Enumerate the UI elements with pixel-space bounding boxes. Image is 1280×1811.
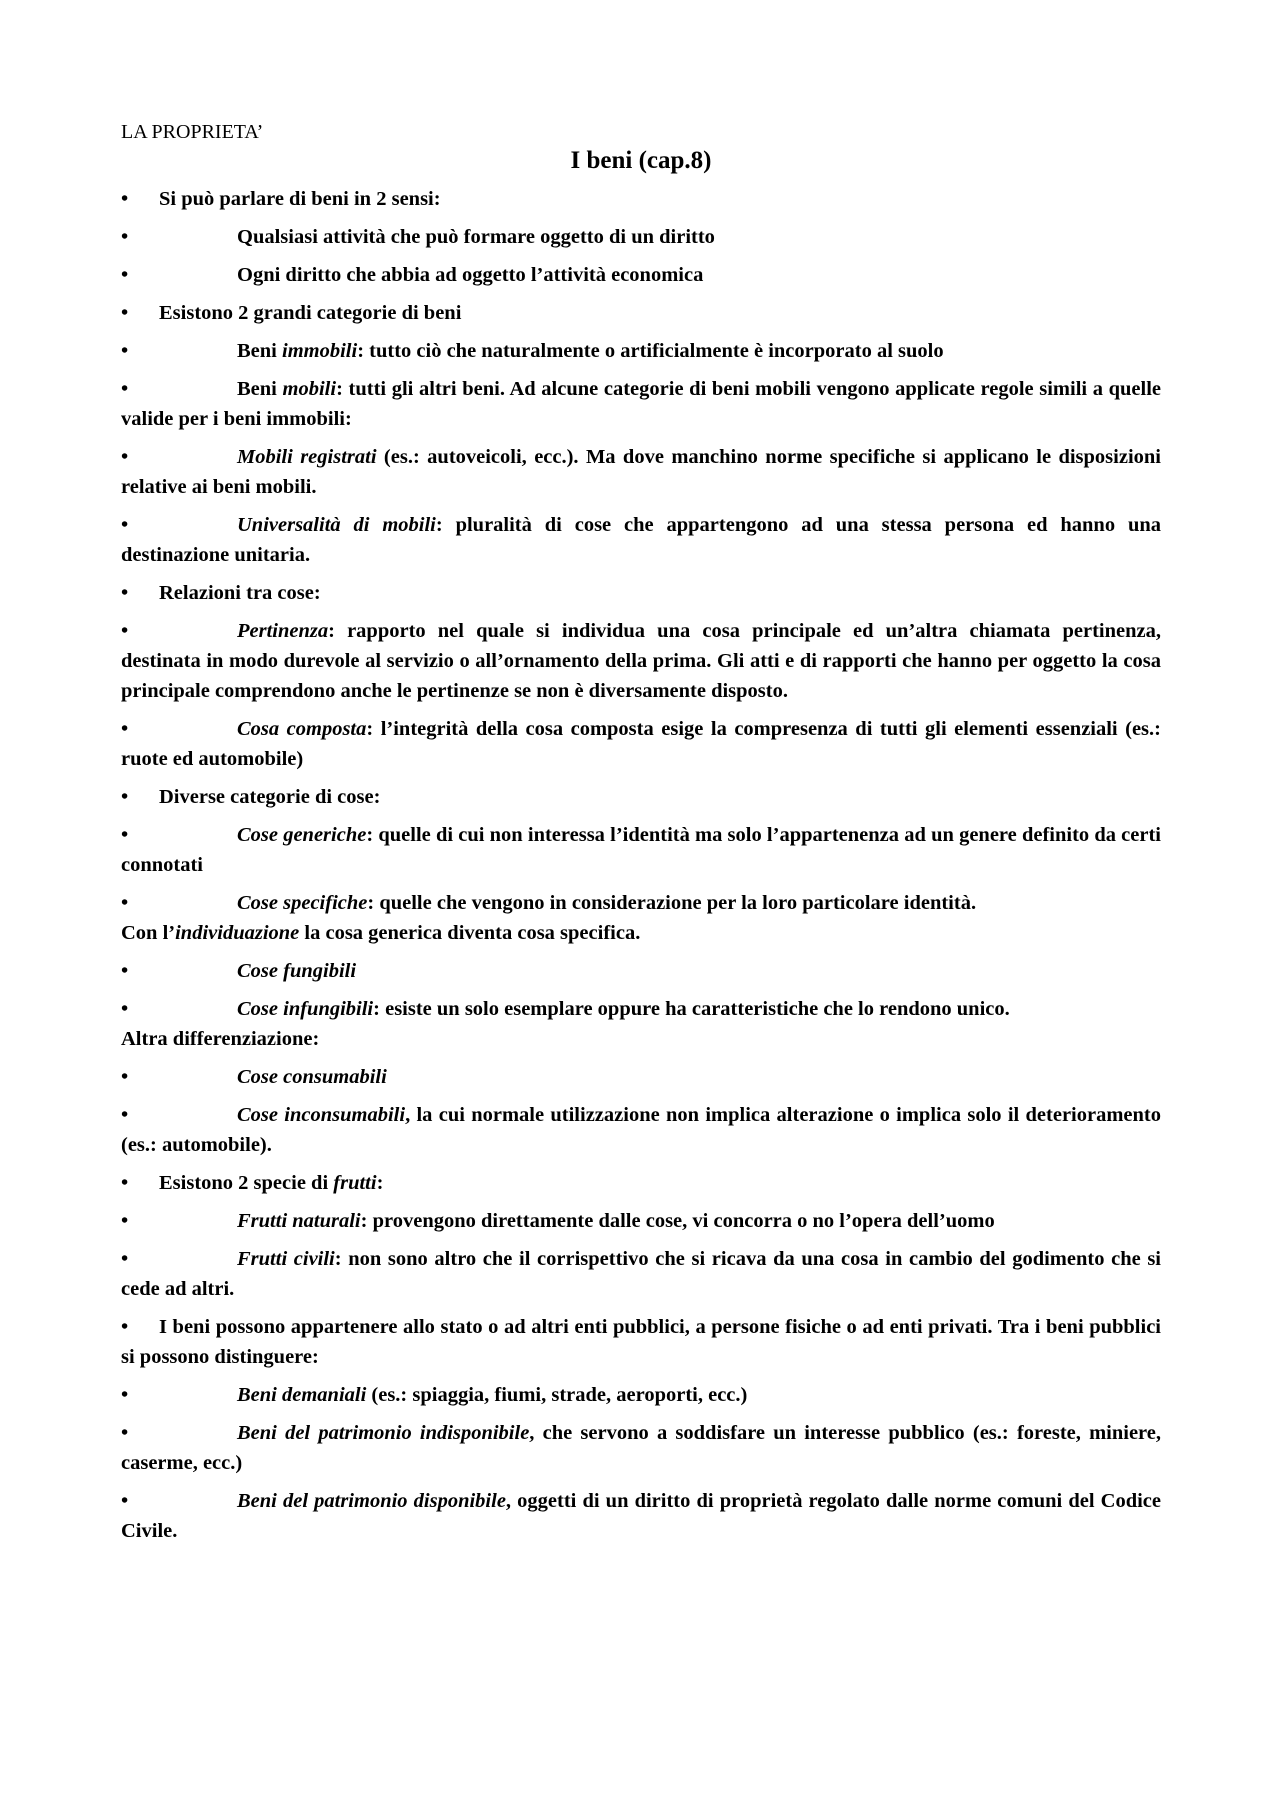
bullet-item	[121, 994, 1161, 1024]
bullet-icon: •	[121, 582, 129, 604]
bullet-icon: •	[121, 620, 129, 642]
text-run: Relazioni tra cose:	[159, 582, 321, 604]
document-header: LA PROPRIETA’	[121, 121, 264, 143]
bullet-icon: •	[121, 1248, 129, 1270]
bullet-icon: •	[121, 1172, 129, 1194]
italic-term: Universalità di mobili	[237, 514, 436, 536]
bullet-icon: •	[121, 1104, 129, 1126]
bullet-item	[121, 578, 1161, 608]
italic-term: Cose specifiche	[237, 892, 368, 914]
bullet-item	[121, 336, 1161, 366]
italic-term: Beni del patrimonio disponibile	[237, 1490, 506, 1512]
text-run: Con l’	[121, 922, 176, 944]
text-run: Altra differenziazione:	[121, 1028, 320, 1050]
bullet-icon: •	[121, 1210, 129, 1232]
text-run: Ogni diritto che abbia ad oggetto l’attività economica	[237, 264, 704, 286]
bullet-item	[121, 260, 1161, 290]
bullet-icon: •	[121, 226, 129, 248]
bullet-icon: •	[121, 340, 129, 362]
bullet-icon: •	[121, 1422, 129, 1444]
text-run: Si può parlare di beni in 2 sensi:	[159, 188, 441, 210]
bullet-item	[121, 442, 1161, 502]
paragraph	[121, 1024, 1161, 1054]
italic-term: Cose consumabili	[237, 1066, 387, 1088]
text-run: (es.: autoveicoli, ecc.). Ma dove manchino norme specifiche si applicano le disposizioni relative ai beni mobili.	[121, 446, 1161, 498]
bullet-item	[121, 1312, 1161, 1372]
bullet-item	[121, 888, 1161, 918]
text-run: : quelle di cui non interessa l’identità ma solo l’appartenenza ad un genere definito da certi connotati	[121, 824, 1162, 876]
text-run: : l’integrità della cosa composta esige la compresenza di tutti gli elementi essenziali (es.: ruote ed automobile)	[121, 718, 1161, 770]
text-run: : quelle che vengono in considerazione per la loro particolare identità.	[367, 892, 977, 914]
italic-term: Beni del patrimonio indisponibile	[237, 1422, 530, 1444]
text-run: : pluralità di cose che appartengono ad una stessa persona ed hanno una destinazione unitaria.	[121, 514, 1162, 566]
text-run: (es.: spiaggia, fiumi, strade, aeroporti, ecc.)	[366, 1384, 748, 1406]
text-run: : provengono direttamente dalle cose, vi concorra o no l’opera dell’uomo	[360, 1210, 995, 1232]
bullet-icon: •	[121, 998, 129, 1020]
bullet-item	[121, 184, 1161, 214]
italic-term: individuazione	[175, 922, 300, 944]
bullet-icon: •	[121, 1316, 129, 1338]
text-run: la cosa generica diventa cosa specifica.	[299, 922, 641, 944]
italic-term: Frutti naturali	[237, 1210, 361, 1232]
italic-term: Cose inconsumabili	[237, 1104, 406, 1126]
bullet-icon: •	[121, 892, 129, 914]
bullet-icon: •	[121, 264, 129, 286]
text-run: : esiste un solo esemplare oppure ha caratteristiche che lo rendono unico.	[373, 998, 1010, 1020]
bullet-icon: •	[121, 960, 129, 982]
text-run: : tutto ciò che naturalmente o artificialmente è incorporato al suolo	[357, 340, 944, 362]
document-page	[121, 120, 1161, 1546]
italic-term: Beni demaniali	[237, 1384, 367, 1406]
italic-term: Frutti civili	[237, 1248, 335, 1270]
italic-term: Cose generiche	[237, 824, 367, 846]
text-run: : tutti gli altri beni. Ad alcune categorie di beni mobili vengono applicate regole simili a quelle valide per i beni immobili:	[121, 378, 1162, 430]
bullet-icon: •	[121, 1384, 129, 1406]
bullet-icon: •	[121, 378, 129, 400]
italic-term: immobili	[282, 340, 358, 362]
bullet-icon: •	[121, 824, 129, 846]
bullet-icon: •	[121, 1490, 129, 1512]
bullet-item	[121, 1244, 1161, 1304]
bullet-item	[121, 956, 1161, 986]
bullet-item	[121, 714, 1161, 774]
text-run: : non sono altro che il corrispettivo che si ricava da una cosa in cambio del godimento che si cede ad altri.	[121, 1248, 1161, 1300]
bullet-icon: •	[121, 302, 129, 324]
bullet-item	[121, 1206, 1161, 1236]
text-run: I beni possono appartenere allo stato o ad altri enti pubblici, a persone fisiche o ad enti privati. Tra i beni pubblici si possono distinguere:	[121, 1316, 1161, 1368]
italic-term: Cose infungibili	[237, 998, 374, 1020]
bullet-item	[121, 616, 1161, 706]
text-run: Esistono 2 grandi categorie di beni	[159, 302, 462, 324]
text-run: Diverse categorie di cose:	[159, 786, 381, 808]
text-run: , che servono a soddisfare un interesse pubblico (es.: foreste, miniere, caserme, ecc.)	[121, 1422, 1161, 1474]
italic-term: Mobili registrati	[237, 446, 377, 468]
italic-term: mobili	[282, 378, 337, 400]
italic-term: Cosa composta	[237, 718, 367, 740]
document-body	[121, 184, 1161, 1546]
bullet-item	[121, 510, 1161, 570]
text-run: Qualsiasi attività che può formare oggetto di un diritto	[237, 226, 715, 248]
text-run: : rapporto nel quale si individua una cosa principale ed un’altra chiamata pertinenza, destinata in modo durevole al servizio o all’ornamento della prima. Gli atti e di rapporti che hanno per oggetto la cosa principale comprendono anche le pertinenze se non è diversamente disposto.	[121, 620, 1161, 702]
bullet-item	[121, 1418, 1161, 1478]
bullet-item	[121, 1380, 1161, 1410]
bullet-icon: •	[121, 188, 129, 210]
text-run: Esistono 2 specie di	[159, 1172, 334, 1194]
bullet-item	[121, 1168, 1161, 1198]
bullet-icon: •	[121, 786, 129, 808]
text-run: :	[376, 1172, 384, 1194]
bullet-item	[121, 820, 1161, 880]
bullet-icon: •	[121, 1066, 129, 1088]
italic-term: Pertinenza	[237, 620, 329, 642]
text-run: , oggetti di un diritto di proprietà regolato dalle norme comuni del Codice Civile.	[121, 1490, 1161, 1542]
text-run: Beni	[237, 340, 282, 362]
bullet-item	[121, 298, 1161, 328]
bullet-icon: •	[121, 514, 129, 536]
document-title: I beni (cap.8)	[570, 147, 712, 174]
paragraph	[121, 918, 1161, 948]
bullet-item	[121, 222, 1161, 252]
bullet-item	[121, 1062, 1161, 1092]
text-run: Beni	[237, 378, 283, 400]
bullet-item	[121, 1100, 1161, 1160]
bullet-item	[121, 374, 1161, 434]
italic-term: frutti	[333, 1172, 377, 1194]
italic-term: Cose fungibili	[237, 960, 357, 982]
bullet-item	[121, 1486, 1161, 1546]
bullet-icon: •	[121, 718, 129, 740]
bullet-item	[121, 782, 1161, 812]
text-run: , la cui normale utilizzazione non implica alterazione o implica solo il deterioramento (es.: automobile).	[121, 1104, 1161, 1156]
bullet-icon: •	[121, 446, 129, 468]
